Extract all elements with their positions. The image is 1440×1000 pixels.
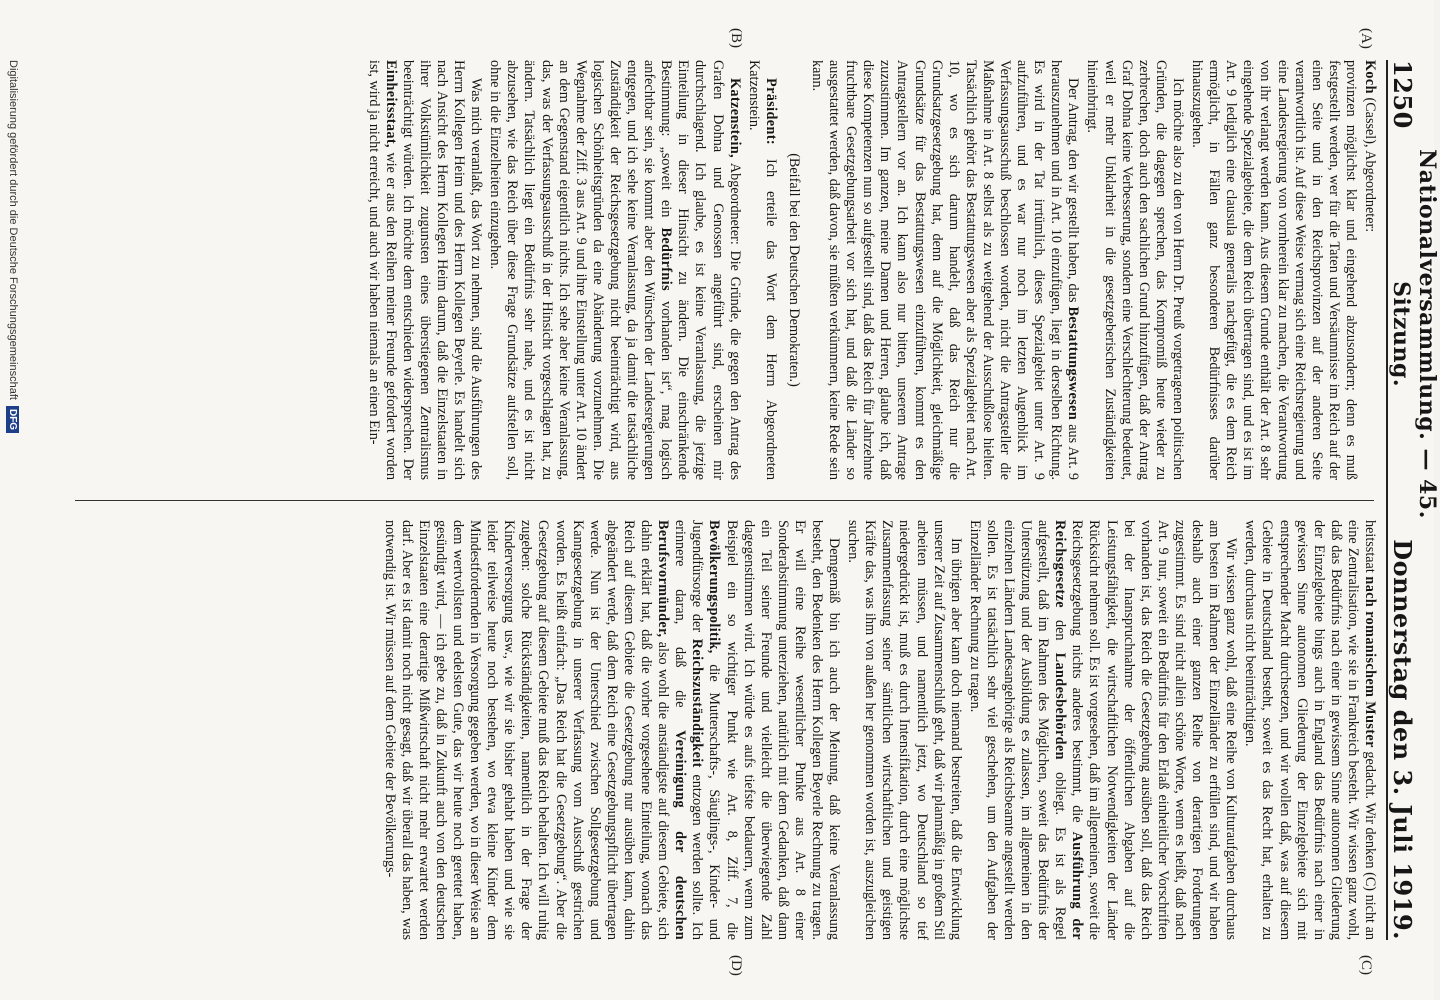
paragraph: Katzenstein, Abgeordneter: Die Gründe, die gegen den Antrag des Grafen Dohna und Genossen angeführt sind, erscheinen mir durchschlagend. Ich glaube, es ist keine Veranlassung, die jetzige Einteilung in dieser Hinsicht zu ändern. Die einschränkende Bestimmung: „soweit ein Bedürfnis vorhanden ist“, mag logisch anfechtbar sein, sie kommt aber den Wünschen der Landesregierungen entgegen, und ich sehe keine Veranlassung, da ja damit die tatsächliche Zuständigkeit der Reichsgesetzgebung nicht beeinträchtigt wird, aus logischen Schönheitsgründen da eine Abänderung vorzunehmen. Die Wegnahme der Ziff. 3 aus Art. 9 und ihre Einstellung unter Art. 10 ändert an dem Gegenstand eigentlich nichts. Ich sehe aber keine Veranlassung, das, was der Verfassungsausschuß in der Hinsicht vorgeschlagen hat, zu ändern. Tatsächlich liegt ein Bedürfnis sehr nahe, und es ist nicht abzusehen, wie das Reich über diese Frage Grundsätze aufstellen soll, ohne in die Einzelheiten einzugehen. [487, 60, 743, 480]
paragraph: Ich möchte also zu den von Herrn Dr. Preuß vorgetragenen politischen Gründen, die dagegen sprechen, das Kompromiß heute wieder zu zerbrechen, doch auch den sachlichen Grund hinzufügen, daß der Antrag Graf Dohna keine Verbesserung, sondern eine Verschlechterung bedeutet, weil er mehr Unklarheit in die gesetzgeberischen Zuständigkeiten hineinbringt. [1084, 60, 1186, 480]
digitization-footer [6, 60, 20, 970]
margin-mark-d: (D) [728, 955, 744, 976]
footer-text: Digitalisierung gefördert durch die Deutsche Forschungsgemeinschaft [7, 60, 19, 400]
paragraph: Was mich veranlaßt, das Wort zu nehmen, sind die Ausführungen des Herrn Kollegen Heim und des Herrn Kollegen Beyerle. Es handelt sich nach Ansicht des Herrn Kollegen Heim darum, daß die Einzelstaaten in ihrer Volkstümlichkeit zugunsten eines überstiegenen Zentralismus beeinträchtigt würden. Ich möchte dem entschieden widersprechen. Der Einheitsstaat, wie er aus den Reihen meiner Freunde gefordert worden ist, wird ja nicht erreicht, und auch wir haben niemals an einen Ein- [365, 60, 485, 480]
page-number: 1250 [1388, 60, 1417, 129]
paragraph: heitsstaat nach romanischem Muster gedacht. Wir denken (C) nicht an eine Zentralisation, wie sie in Frankreich besteht. Wir wissen ganz wohl, daß das Bedürfnis nach einer in gewissem Sinne autonomen Gliederung der Einzelgebiete bings auch in England das Bedürfnis nach einer in gewissen Sinne autonomen Gliederung der Einzelgebiete sich mit entsprechender Macht durchsetzen, und wir wollen daß, was auf diesem Gebiete in Deutschland besteht, soweit es das Recht hat, erhalten zu werden, durchaus nicht beeinträchtigen. [1242, 520, 1378, 940]
paragraph: Demgemäß bin ich auch der Meinung, daß keine Veranlassung besteht, den Bedenken des Herrn Kollegen Beyerle Rechnung zu tragen. Er will eine Reihe wesentlicher Punkte aus Art. 8 einer Sonderabstimmung unterziehen, natürlich mit dem Gedanken, daß dann ein Teil seiner Freunde und vielleicht die überwiegende Zahl dagegenstimmen wird. Ich würde es aufs tiefste bedauern, wenn zum Beispiel ein so wichtiger Punkt wie Art. 8, Ziff. 7, die Bevölkerungspolitik, die Mutterschafts-, Säuglings-, Kinder- und Jugendfürsorge der Reichszuständigkeit entzogen werden sollte. Ich erinnere daran, daß die Vereinigung der deutschen Berufsvormünder, also wohl die anständigste auf diesem Gebiete, sich dahin erklärt hat, daß die vorher vorgesehene Einteilung, wonach das Reich auf diesem Gebiete die Gesetzgebung nur ausüben kann, dahin abgeändert werde, daß dem Reich eine Gesetzgebungspflicht übertragen werde. Nun ist der Unterschied zwischen Sollgesetzgebung und Kanngesetzgebung in unserer Verfassung vom Ausschuß gestrichen worden. Es heißt einfach: „Das Reich hat die Gesetzgebung“. Aber die Gesetzgebung auf diesem Gebiete muß das Reich behalten. Ich will ruhig zugeben: solche Rückständigkeiten, namentlich in der Frage der Kinderversorgung usw., wie wir sie bisher gehabt haben und wie sie leider teilweise heute noch bestehen, wo etwa kleine Kinder dem Mindestfordernden in Versorgung gegeben werden, wo in dieser Weise an dem wertvollsten und edelsten Gute, das wir heute noch gerettet haben, gesündigt wird, — ich gebe zu, daß in Zukunft auch von den deutschen Einzelstaaten eine derartige Mißwirtschaft nicht mehr erwartet werden darf. Aber es ist damit noch nicht gesagt, daß wir überall das haben, was notwendig ist. Wir müssen auf dem Gebiete der Bevölkerungs- [381, 520, 843, 940]
paragraph: Wir wissen ganz wohl, daß eine Reihe von Kulturaufgaben durchaus am besten im Rahmen der Einzelländer zu erfüllen sind, und wir haben deshalb auch einer ganzen Reihe von derartigen Forderungen zugestimmt. Es sind nicht allein schöne Worte, wenn es heißt, daß nach Art. 9 nur, soweit ein Bedürfnis für den Erlaß einheitlicher Vorschriften vorhanden ist, das Reich die Gesetzgebung ausüben soll, daß das Reich bei der Inanspruchnahme der öffentlichen Abgaben auf die Leistungsfähigkeit, die wirtschaftlichen Notwendigkeiten der Länder Rücksicht nehmen soll. Es ist vorgesehen, daß im allgemeinen, soweit die Reichsgesetzgebung nichts anderes bestimmt, die Ausführung der Reichsgesetze den Landesbehörden obliegt. Es ist als Regel aufgestellt, daß im Rahmen des Möglichen, soweit das Bedürfnis der Unterstützung und der Ausbildung es zulassen, im allgemeinen in den einzelnen Ländern Landesangehörige als Reichsbeamte angestellt werden sollen. Es ist tatsächlich sehr viel geschehen, um den Aufgaben der Einzelländer Rechnung zu tragen. [966, 520, 1240, 941]
margin-mark-b: (B) [728, 28, 744, 48]
page-title: Nationalversammlung. — 45. Sitzung. [1388, 149, 1440, 519]
paragraph: Präsident: Ich erteile das Wort dem Herrn Abgeordneten Katzenstein. [745, 60, 779, 480]
page-header [1386, 60, 1440, 940]
speaker-name: Präsident: [762, 78, 779, 146]
paragraph: Koch (Cassel), Abgeordneter: [1362, 60, 1378, 233]
paragraph: Im übrigen aber kann doch niemand bestreiten, daß die Entwicklung unserer Zeit auf Zusammenschluß geht, daß wir planmäßig in großem Stil arbeiten müssen, und namentlich jetzt, wo Deutschland so tief niedergedrückt ist, muß es durch Intensifikation, durch eine möglichste Zusammenfassung seiner sämtlichen wirtschaftlichen und geistigen Kräfte das, was ihm von außen her genommen worden ist, auszugleichen suchen. [845, 520, 964, 940]
dfg-logo: DFG [7, 406, 20, 433]
session-date: Donnerstag den 3. Juli 1919. [1388, 539, 1417, 940]
speaker-name: Katzenstein, [726, 78, 743, 159]
applause-note: (Beifall bei den Deutschen Demokraten.) [785, 153, 802, 387]
paragraph: Der Antrag, den wir gestellt haben, das Bestattungswesen aus Art. 9 herauszunehmen und in Art. 10 einzufügen, liegt in derselben Richtung. Es wird in der Tat irrtümlich, dieses Spezialgebiet unter Art. 9 aufzuführen, und es war nur noch im letzten Augenblick im Verfassungsausschuß beschlossen worden, nicht die Antragsteller die Maßnahme in Art. 8 selbst als zu weitgehend der Ausschußlose hielten. Tatsächlich gehört das Bestattungswesen aber als Spezialgebiet nach Art. 10, wo es sich darum handelt, daß das Reich nur die Grundsatzgesetzgebung hat, denn auf die Möglichkeit, gleichmäßige Grundsätze für das Bestattungswesen einzuführen, kommt es den Antragstellern vor an. Ich kann also nur bitten, unserem Antrage zuzustimmen. Im ganzen, meine Damen und Herren, glaube ich, daß diese Kompetenzen nun so aufgestellt sind, daß das Reich für Jahrzehnte fruchtbare Gesetzgebungsarbeit vor sich hat, und daß die Länder so ausgestattet werden, daß davon, sie müßten verkümmern, keine Rede sein kann. [809, 60, 1082, 480]
paragraph: provinzen möglichst klar und eingehend abzusondern; denn es muß festgestellt werden, wer für die Taten und Versäumnisse im Reich auf der einen Seite und in den Reichsprovinzen auf der anderen Seite verantwortlich ist. Auf diese Weise vermag sich eine Reichsregierung und eine Landesregierung von vornherein klar zu machen, die Verantwortung von ihr verlangt werden kann. Aus diesem Grunde enthält der Art. 8 sehr eingehende Spezialgebiete, die dem Reich übertragen sind, und es ist im Art. 9 lediglich eine clausula generalis nachgefügt, die es dem Reich ermöglicht, in Fällen ganz besonderen Bedürfnisses darüber hinauszugehen. [1189, 60, 1359, 480]
column-divider [75, 500, 1374, 501]
right-column [70, 520, 1378, 940]
margin-mark-a: (A) [1358, 28, 1374, 49]
left-column [70, 60, 1378, 480]
speaker-name: Koch [1362, 60, 1378, 94]
margin-mark-c: (C) [1358, 955, 1374, 975]
